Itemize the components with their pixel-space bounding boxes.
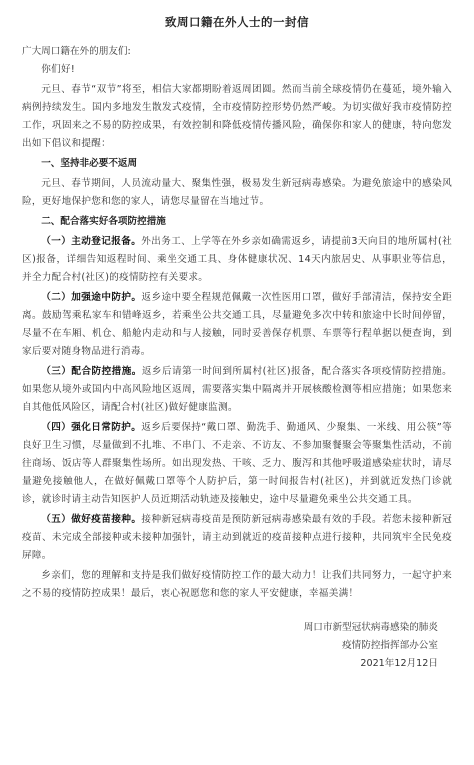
signature-org-line1: 周口市新型冠状病毒感染的肺炎 (303, 622, 438, 633)
measure-text: 外出务工、上学等在外乡亲如确需返乡，请提前3天向目的地所属村(社区)报备，详细告知返程时间、乘坐交通工具、身体健康状况、14天内旅居史、从事职业等信息，并全力配合村(社区)的疫情防控有关要求。 (22, 236, 452, 283)
measure-text: 返乡途中要全程规范佩戴一次性医用口罩，做好手部清洁，保持安全距离。鼓励驾乘私家车和错峰返乡，若乘坐公共交通工具，尽量避免多次中转和旅途中长时间停留，尽量不在车厢、机仓、船舱内走动和与人接触，同时妥善保存机票、车票等行程单据以便查询，到家后要对随身物品进行消毒。 (22, 292, 452, 357)
measure-item (22, 511, 452, 565)
section1-heading: 一、坚持非必要不返周 (41, 158, 138, 169)
measure-lead: （五）做好疫苗接种。 (41, 514, 142, 525)
signature-org-line2: 疫情防控指挥部办公室 (342, 640, 438, 651)
salutation: 广大周口籍在外的朋友们: (22, 46, 131, 57)
intro-paragraph: 元旦、春节“双节”将至，相信大家都期盼着返周团圆。然而当前全球疫情仍在蔓延，境外输入病例持续发生。国内多地发生散发式疫情，全市疫情防控形势仍然严峻。为切实做好我市疫情防控工作，巩固来之不易的防控成果，有效控制和降低疫情传播风险，确保你和家人的健康，特向您发出如下倡议和提醒： (22, 84, 452, 149)
measure-lead: （四）强化日常防护。 (41, 422, 142, 433)
measure-lead: （二）加强途中防护。 (41, 292, 142, 303)
measure-lead: （一）主动登记报备。 (41, 236, 142, 247)
signature-date: 2021年12月12日 (360, 658, 438, 669)
measure-item (22, 233, 452, 287)
greeting: 你们好! (41, 64, 76, 75)
measure-text: 返乡后请第一时间到所属村(社区)报备，配合落实各项疫情防控措施。如果您从境外或国内中高风险地区返周，需要落实集中隔离并开展核酸检测等相应措施；如果您来自其他低风险区，请配合村(社区)做好健康监测。 (22, 366, 452, 413)
measure-text: 返乡后要保持“戴口罩、勤洗手、勤通风、少聚集、一米线、用公筷”等良好卫生习惯，尽量做到不扎堆、不串门、不走亲、不访友、不参加聚餐聚会等聚集性活动，不前往商场、饭店等人群聚集性场所。如出现发热、干咳、乏力、腹泻和其他呼吸道感染症状时，请尽量避免接触他人，在做好佩戴口罩等个人防护后，第一时间报告村(社区)，并到就近发热门诊就诊，就诊时请主动告知医护人员近期活动轨迹及接触史，途中尽量避免乘坐公共交通工具。 (22, 422, 453, 505)
measure-text: 接种新冠病毒疫苗是预防新冠病毒感染最有效的手段。若您未接种新冠疫苗、未完成全部接种或未接种加强针，请主动到就近的疫苗接种点进行接种，共同筑牢全民免疫屏障。 (22, 514, 452, 561)
closing-paragraph: 乡亲们，您的理解和支持是我们做好疫情防控工作的最大动力！让我们共同努力，一起守护来之不易的疫情防控成果！最后，衷心祝愿您和您的家人平安健康，幸福美满！ (22, 570, 452, 599)
letter-title: 致周口籍在外人士的一封信 (165, 15, 309, 29)
measure-item (22, 363, 452, 417)
measure-lead: （三）配合防控措施。 (41, 366, 142, 377)
measure-item (22, 419, 452, 509)
measure-item (22, 289, 452, 361)
section1-paragraph: 元旦、春节期间，人员流动量大、聚集性强，极易发生新冠病毒感染。为避免旅途中的感染风险，更好地保护您和您的家人，请您尽量留在当地过节。 (22, 178, 452, 207)
section2-heading: 二、配合落实好各项防控措施 (41, 216, 166, 227)
